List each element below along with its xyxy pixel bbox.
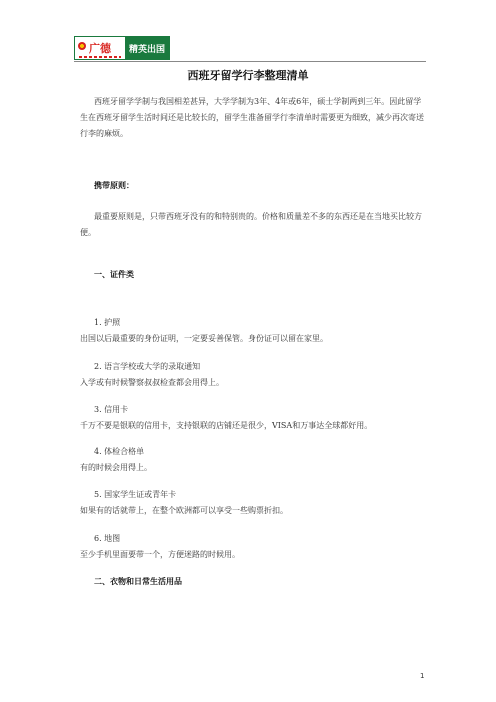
flower-icon: [78, 42, 86, 50]
item-title: 3. 信用卡: [94, 405, 129, 414]
item-title: 4. 体检合格单: [94, 447, 145, 456]
logo-underline: [79, 56, 121, 58]
page-number: 1: [420, 672, 425, 680]
section1-heading: 一、证件类: [94, 269, 134, 279]
header-divider: [74, 61, 426, 62]
item-description: 出国以后最重要的身份证明，一定要妥善保管。身份证可以留在家里。: [80, 334, 328, 343]
item-title: 5. 国家学生证或青年卡: [94, 490, 177, 499]
section2-heading: 二、衣物和日常生活用品: [94, 576, 182, 586]
principle-heading: 携带原则：: [94, 180, 134, 190]
item-description: 如果有的话就带上，在整个欧洲都可以享受一些购票折扣。: [80, 506, 288, 515]
item-title: 2. 语言学校或大学的录取通知: [94, 362, 201, 371]
logo-brand: [75, 37, 125, 59]
logo: [74, 36, 170, 60]
item-title: 1. 护照: [94, 318, 121, 327]
intro-paragraph: 西班牙留学学制与我国相差甚异，大学学制为3年、4年或6年，硕士学制两到三年。因此留学生在西班牙留学生活时间还是比较长的，留学生准备留学行李清单时需要更为细致，减少再次寄送行李的麻烦。: [80, 97, 424, 138]
item-description: 千万不要是银联的信用卡，支持银联的店铺还是很少，VISA和万事达全球都好用。: [80, 421, 373, 430]
logo-brand-text: 广德: [89, 41, 111, 55]
item-title: 6. 地图: [94, 534, 121, 543]
principle-paragraph: 最重要原则是，只带西班牙没有的和特别贵的。价格和质量差不多的东西还是在当地买比较方便。: [80, 212, 422, 237]
item-description: 入学或有时候警察叔叔检查都会用得上。: [80, 378, 224, 387]
page-title: 西班牙留学行李整理清单: [187, 69, 309, 82]
logo-badge: 精英出国: [125, 37, 169, 59]
item-description: 有的时候会用得上。: [80, 463, 152, 472]
item-description: 至少手机里面要带一个，方便迷路的时候用。: [80, 550, 240, 559]
